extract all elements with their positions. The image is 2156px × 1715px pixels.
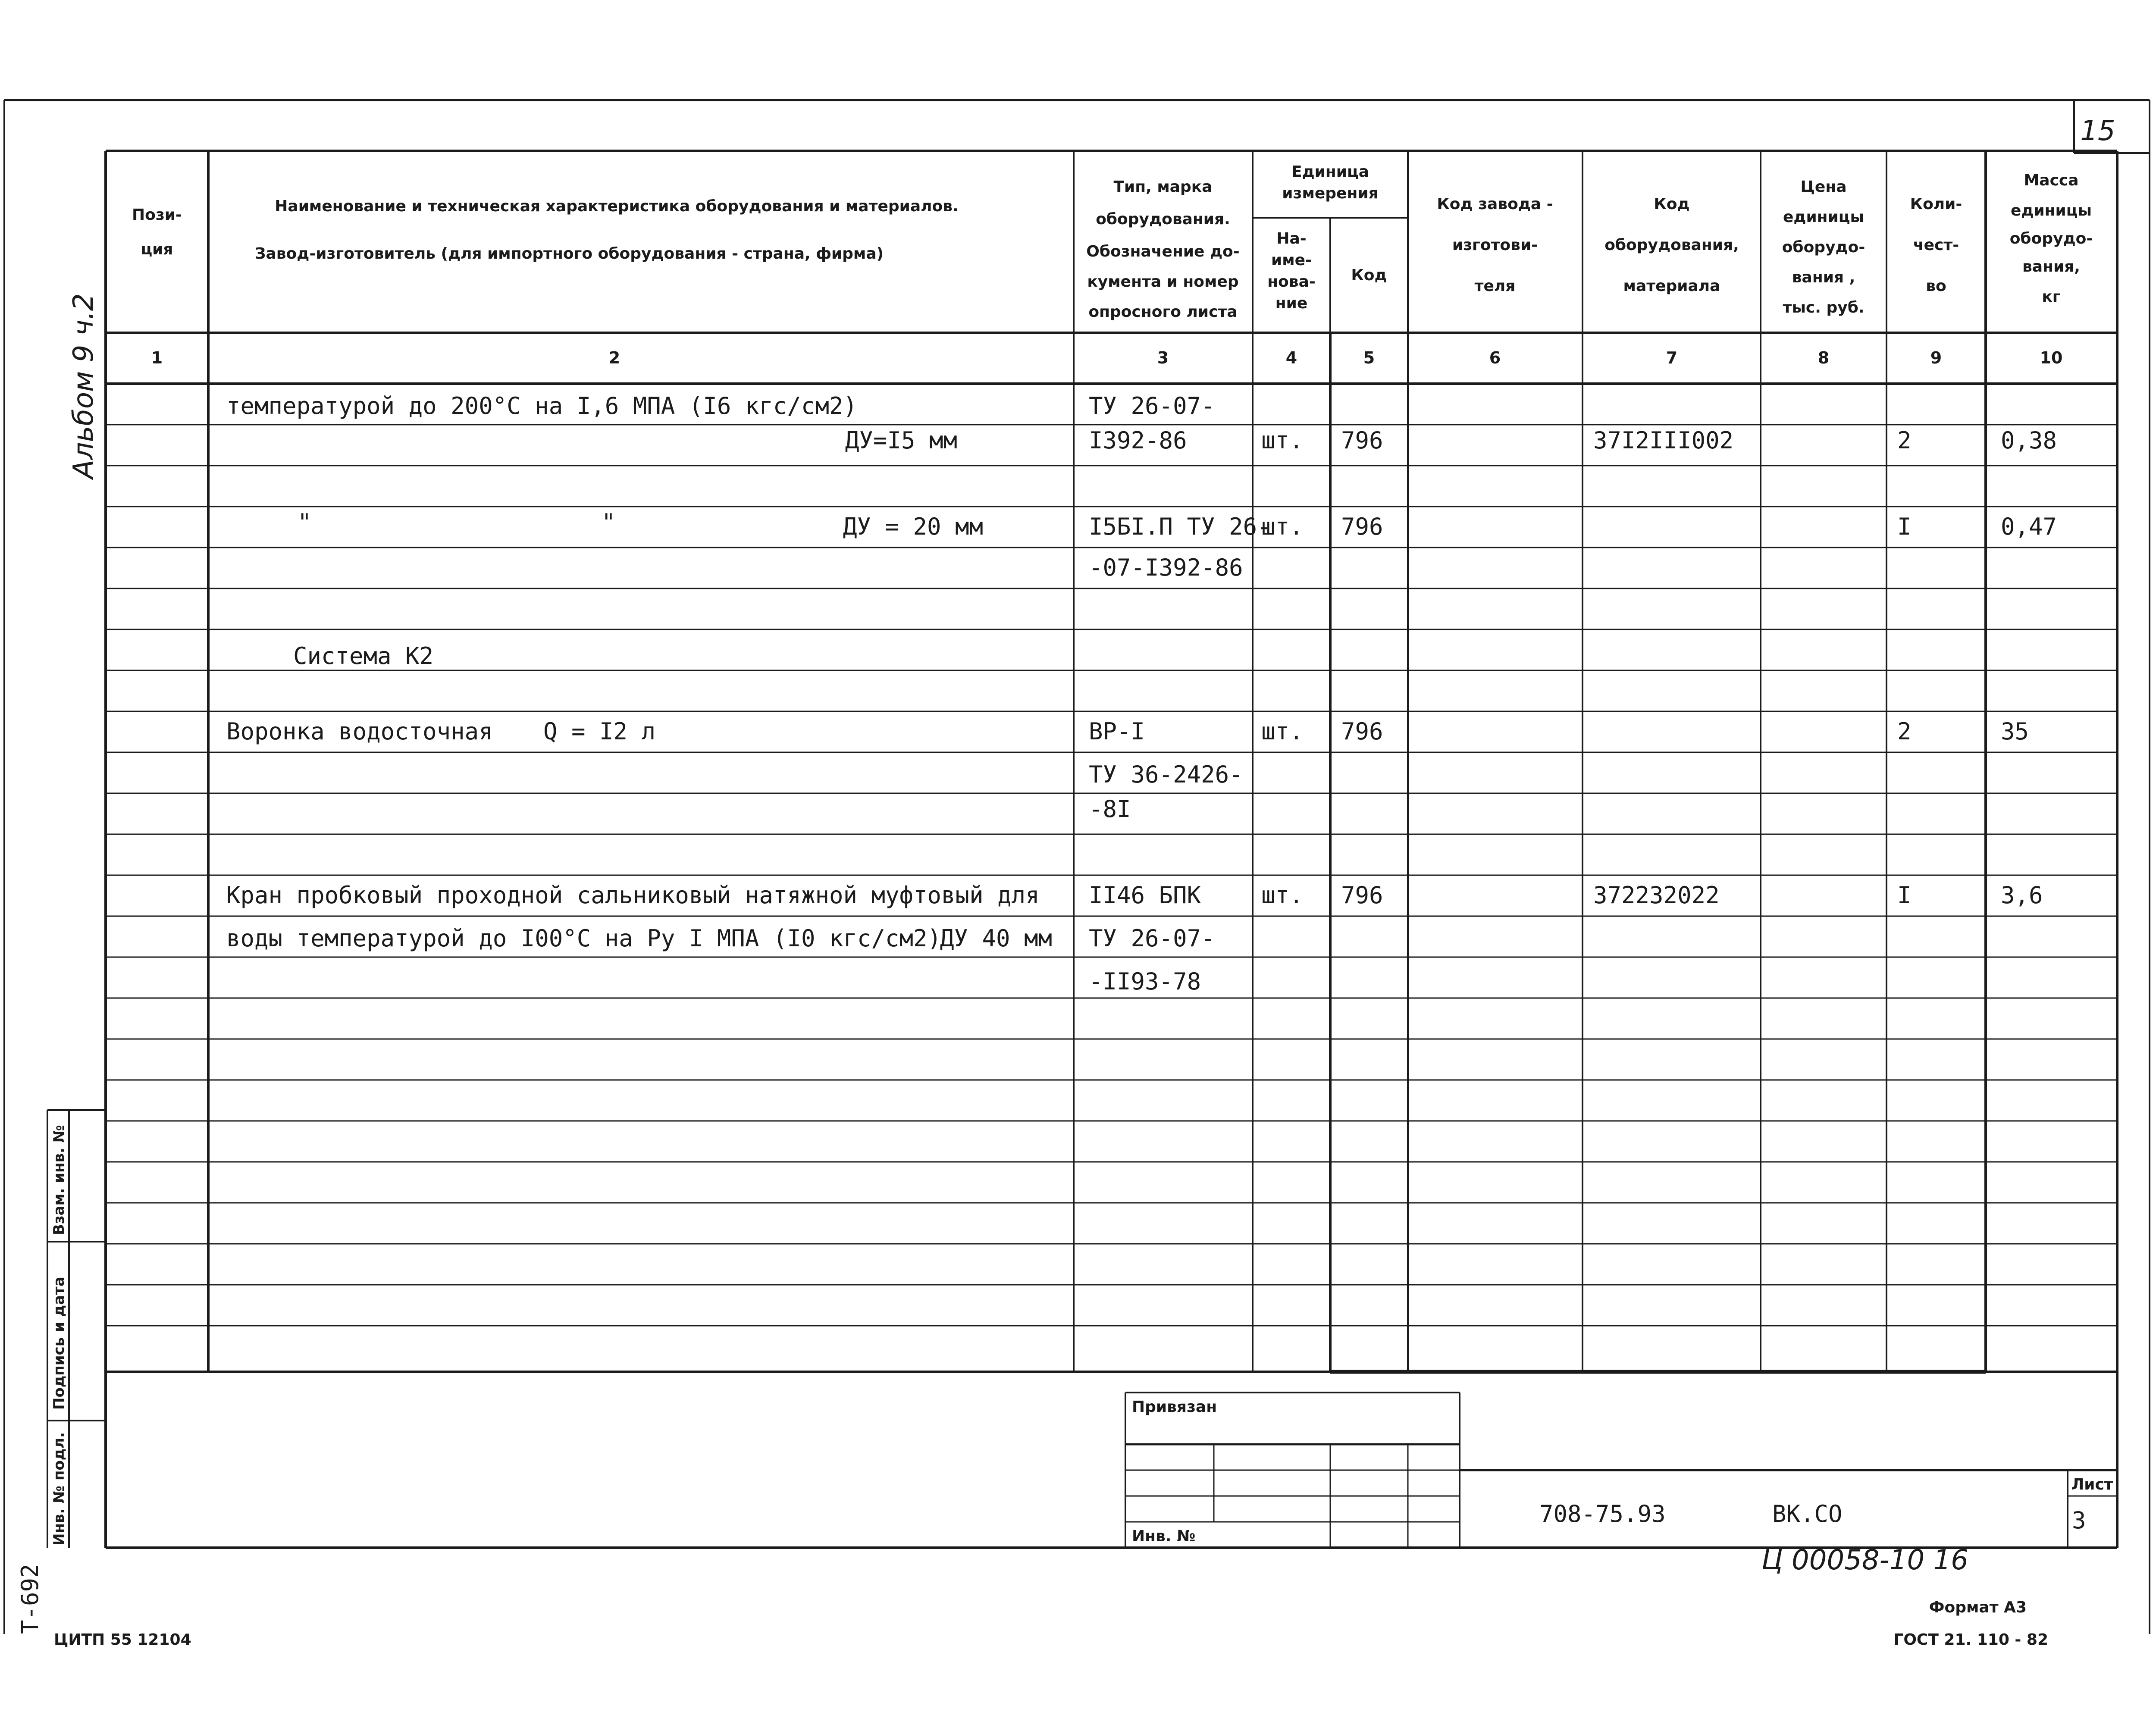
table-cell-type: -8I (1089, 795, 1131, 823)
gost-label: ГОСТ 21. 110 - 82 (1893, 1631, 2048, 1649)
table-cell-name: ДУ=I5 мм (845, 427, 957, 454)
table-cell-type: ТУ 26-07- (1089, 392, 1215, 419)
header-col8-line5: тыс. руб. (1783, 299, 1865, 316)
table-cell-type: ВР-I (1089, 718, 1145, 745)
header-col10-line4: вания, (2022, 258, 2080, 275)
table-cell-equip-code: 37I2III002 (1593, 427, 1734, 454)
side-inv-podl: Инв. № подл. (50, 1432, 68, 1546)
handwritten-archive-number: Ц 00058-10 16 (1761, 1544, 1968, 1576)
sheet-label: Лист (2071, 1476, 2113, 1493)
table-cell-ditto: " (298, 509, 312, 536)
table-cell-type: ТУ 26-07- (1089, 925, 1215, 952)
doc-code: 708-75.93 (1539, 1500, 1666, 1527)
header-col9-line2: чест- (1913, 236, 1959, 254)
table-cell-mass: 35 (2001, 718, 2029, 745)
header-col4-line3: нова- (1267, 273, 1316, 291)
side-t-number: Т-692 (16, 1564, 44, 1634)
colnum-9: 9 (1930, 348, 1942, 367)
table-cell-name: Воронка водосточная (226, 718, 493, 745)
header-col3-line2: оборудования. (1096, 210, 1230, 228)
header-col9-line1: Коли- (1910, 195, 1962, 213)
table-cell-qty: I (1897, 513, 1912, 540)
table-cell-qty: 2 (1897, 427, 1912, 454)
table-cell-name: Кран пробковый проходной сальниковый натяжной муфтовый для (226, 882, 1040, 909)
header-col10-line5: кг (2042, 288, 2061, 306)
side-vzam-inv: Взам. инв. № (50, 1125, 68, 1235)
header-col6-line3: теля (1474, 277, 1516, 295)
colnum-4: 4 (1285, 348, 1297, 367)
table-cell-code: 796 (1341, 882, 1383, 909)
colnum-2: 2 (608, 348, 620, 367)
table-cell-name-extra: Q = I2 л (543, 718, 656, 745)
table-cell-code: 796 (1341, 718, 1383, 745)
colnum-1: 1 (151, 348, 163, 367)
header-col5: Код (1351, 266, 1387, 284)
header-col4-line1: На- (1276, 230, 1307, 247)
table-cell-code: 796 (1341, 427, 1383, 454)
header-col10-line3: оборудо- (2009, 230, 2093, 247)
table-cell-type: ТУ 36-2426- (1089, 761, 1243, 788)
header-col3-line5: опросного листа (1088, 303, 1238, 321)
table-cell-section: Система К2 (293, 642, 434, 670)
header-col4-line4: ние (1275, 294, 1308, 312)
sheet-corner-number: 15 (2080, 115, 2115, 147)
side-podpis-data: Подпись и дата (50, 1277, 68, 1410)
table-cell-type: -II93-78 (1089, 968, 1201, 995)
header-col6-line1: Код завода - (1437, 195, 1553, 213)
header-col7-line1: Код (1654, 195, 1690, 213)
header-col7-line2: оборудования, (1604, 236, 1739, 254)
sheet-number: 3 (2072, 1507, 2086, 1534)
table-cell-mass: 0,38 (2001, 427, 2057, 454)
table-cell-name: температурой до 200°С на I,6 МПА (I6 кгс/см2) (226, 392, 857, 419)
header-col10-line2: единицы (2010, 202, 2092, 219)
table-cell-mass: 0,47 (2001, 513, 2057, 540)
header-col8-line2: единицы (1783, 208, 1865, 226)
header-unit-line2: измерения (1282, 185, 1379, 202)
header-col8-line3: оборудо- (1782, 238, 1865, 256)
header-col8-line4: вания , (1792, 269, 1855, 286)
header-col3-line1: Тип, марка (1113, 178, 1213, 196)
header-col2-line2: Завод-изготовитель (для импортного оборудования - страна, фирма) (254, 245, 884, 263)
citp-label: ЦИТП 55 12104 (54, 1631, 191, 1649)
colnum-10: 10 (2040, 348, 2063, 367)
stamp-privyazan: Привязан (1132, 1398, 1217, 1416)
table-cell-equip-code: 372232022 (1593, 882, 1720, 909)
table-cell-type: I392-86 (1089, 427, 1187, 454)
header-col1-line2: ция (141, 241, 173, 258)
stamp-inv-no: Инв. № (1132, 1527, 1196, 1545)
header-col4-line2: име- (1271, 251, 1312, 269)
header-col2-line1: Наименование и техническая характеристика оборудования и материалов. (275, 197, 959, 215)
header-col10-line1: Масса (2024, 172, 2079, 189)
table-cell-name: ДУ = 20 мм (843, 513, 983, 540)
album-margin-note: Альбом 9 ч.2 (68, 293, 100, 479)
table-cell-qty: 2 (1897, 718, 1912, 745)
table-cell-ditto: " (602, 509, 616, 536)
table-cell-name-extra: ДУ 40 мм (940, 925, 1052, 952)
colnum-7: 7 (1666, 348, 1678, 367)
colnum-6: 6 (1489, 348, 1501, 367)
table-cell-unit: шт. (1261, 882, 1304, 909)
table-cell-type: -07-I392-86 (1089, 554, 1243, 581)
table-cell-name: воды температурой до I00°С на Ру I МПА (I0 кгс/см2) (226, 925, 942, 952)
header-unit-line1: Единица (1291, 163, 1369, 181)
header-col3-line3: Обозначение до- (1086, 243, 1240, 260)
header-col8-line1: Цена (1800, 178, 1847, 196)
table-cell-code: 796 (1341, 513, 1383, 540)
format-label: Формат А3 (1929, 1599, 2027, 1616)
table-cell-mass: 3,6 (2001, 882, 2043, 909)
colnum-5: 5 (1363, 348, 1375, 367)
header-col9-line3: во (1926, 277, 1946, 295)
header-col1-line1: Пози- (132, 206, 182, 224)
table-cell-unit: шт. (1261, 427, 1304, 454)
header-col6-line2: изготови- (1452, 236, 1538, 254)
doc-mark: ВК.СО (1772, 1500, 1843, 1527)
header-col3-line4: кумента и номер (1087, 273, 1239, 291)
colnum-3: 3 (1157, 348, 1169, 367)
header-col7-line3: материала (1623, 277, 1720, 295)
table-cell-unit: шт. (1261, 513, 1304, 540)
table-cell-qty: I (1897, 882, 1912, 909)
colnum-8: 8 (1818, 348, 1830, 367)
table-cell-unit: шт. (1261, 718, 1304, 745)
table-cell-type: I5БI.П ТУ 26- (1089, 513, 1271, 540)
table-cell-type: II46 БПК (1089, 882, 1201, 909)
